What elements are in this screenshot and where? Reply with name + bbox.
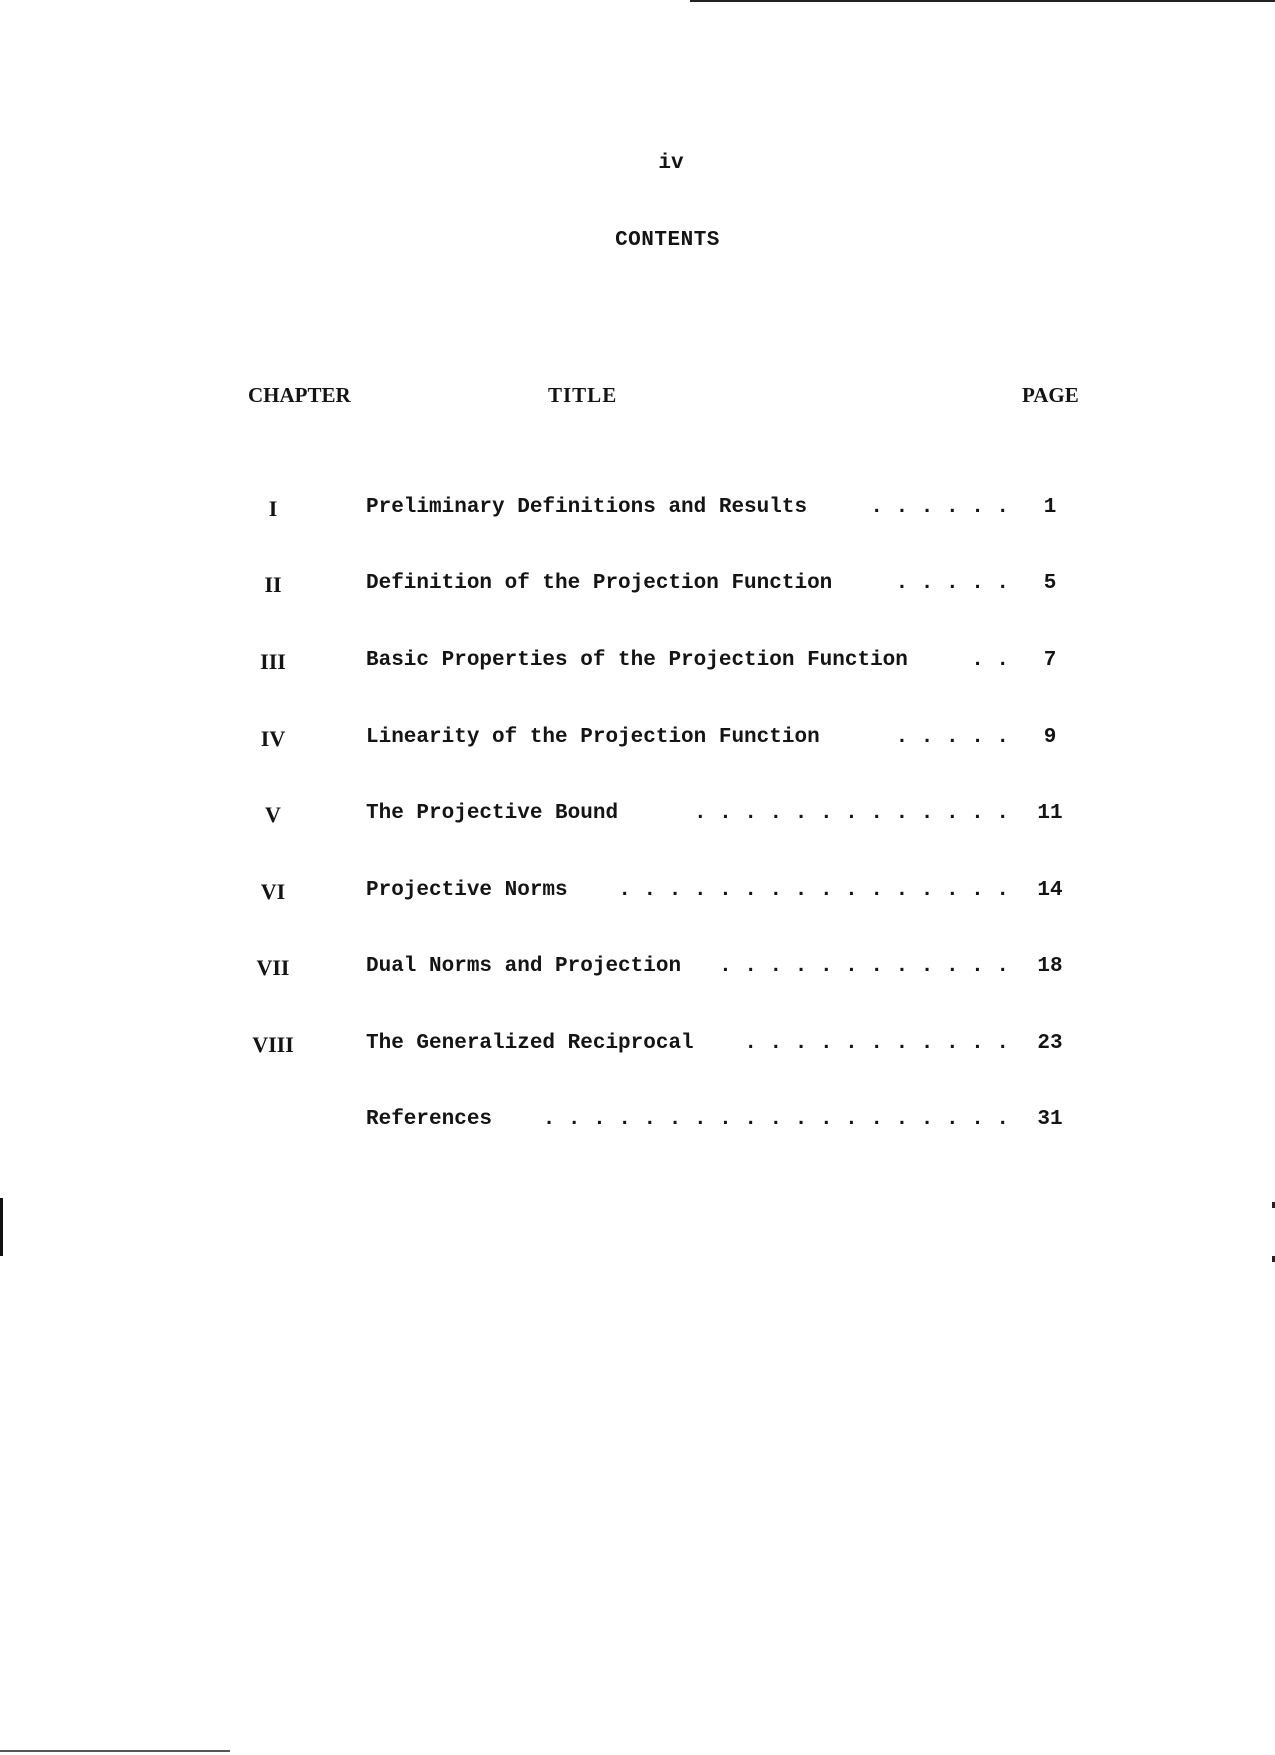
toc-chapter-number: II [264,572,282,597]
toc-page-number: 31 [1037,1108,1063,1131]
toc-title: Dual Norms and Projection [366,955,682,978]
column-header-chapter: CHAPTER [248,383,351,407]
toc-title: Linearity of the Projection Function [366,726,820,749]
toc-page-number: 1 [1043,496,1057,519]
toc-page-number: 7 [1043,649,1057,672]
toc-dot-leader: . . . . . . . . . . . . . [693,802,1009,825]
toc-dot-leader: . . . . . . . . . . . . . . . . [618,879,1009,902]
toc-title: Projective Norms [366,879,568,902]
toc-dot-leader: . . . . . . . . . . . [744,1032,1009,1055]
toc-page-number: 5 [1043,572,1057,595]
toc-title: Basic Properties of the Projection Function [366,649,908,672]
toc-chapter-number: IV [260,726,286,751]
toc-entry-3[interactable] [0,649,1275,679]
toc-title: The Generalized Reciprocal [366,1032,694,1055]
toc-entry-1[interactable] [0,496,1275,526]
toc-page-number: 23 [1037,1032,1063,1055]
toc-entry-5[interactable] [0,802,1275,832]
toc-entry-2[interactable] [0,572,1275,602]
toc-entry-6[interactable] [0,879,1275,909]
column-header-title: TITLE [548,383,618,407]
toc-title: Definition of the Projection Function [366,572,833,595]
toc-chapter-number: VII [256,955,290,980]
toc-page-number: 11 [1037,802,1063,825]
toc-page-number: 18 [1037,955,1063,978]
page-number: iv [658,152,684,175]
toc-dot-leader: . . [971,649,1009,672]
toc-page-number: 9 [1043,726,1057,749]
toc-entry-8[interactable] [0,1032,1275,1062]
toc-title: References [366,1108,493,1131]
page-title: CONTENTS [615,229,720,252]
toc-chapter-number: V [265,802,281,827]
toc-chapter-number: VI [260,879,286,904]
toc-title: The Projective Bound [366,802,619,825]
toc-chapter-number: VIII [252,1032,294,1057]
toc-dot-leader: . . . . . . [870,496,1009,519]
toc-page-number: 14 [1037,879,1063,902]
toc-dot-leader: . . . . . [895,572,1009,595]
toc-dot-leader: . . . . . . . . . . . . . . . . . . . [542,1108,1009,1131]
toc-chapter-number: III [260,649,286,674]
toc-entry-4[interactable] [0,726,1275,756]
toc-dot-leader: . . . . . [895,726,1009,749]
toc-title: Preliminary Definitions and Results [366,496,808,519]
toc-entry-references[interactable] [0,1108,1275,1138]
toc-dot-leader: . . . . . . . . . . . . [719,955,1009,978]
toc-entry-7[interactable] [0,955,1275,985]
column-header-page: PAGE [1022,383,1079,407]
toc-chapter-number: I [268,496,278,521]
